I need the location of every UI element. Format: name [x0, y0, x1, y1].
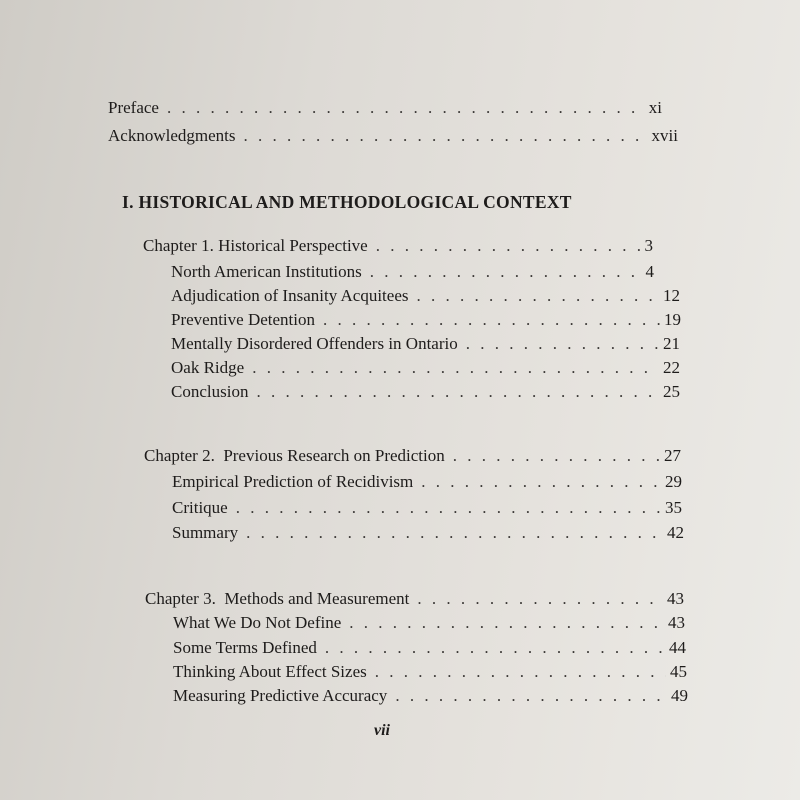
dot-leader: [466, 334, 659, 354]
dot-leader: [252, 358, 659, 378]
toc-entry-page: 21: [663, 334, 680, 353]
page-number: vii: [374, 722, 390, 739]
toc-section: [173, 613, 685, 633]
toc-section-label: Mentally Disordered Offenders in Ontario: [171, 334, 458, 353]
toc-entry-acknowledgments: [108, 126, 678, 146]
toc-entry-page: 4: [645, 262, 654, 281]
toc-section-label: What We Do Not Define: [173, 613, 342, 632]
toc-section: [171, 262, 654, 282]
toc-entry-page: 27: [664, 446, 681, 465]
toc-entry-page: 35: [665, 498, 682, 517]
toc-chapter-title: Chapter 2. Previous Research on Prediction: [144, 446, 445, 465]
toc-section: [173, 686, 688, 706]
dot-leader: [243, 126, 647, 146]
toc-section: [171, 382, 680, 402]
toc-entry-page: 42: [667, 523, 684, 542]
dot-leader: [395, 686, 667, 706]
dot-leader: [323, 310, 660, 330]
dot-leader: [167, 98, 645, 118]
dot-leader: [416, 286, 659, 306]
dot-leader: [375, 662, 666, 682]
toc-section-label: Oak Ridge: [171, 358, 245, 377]
toc-entry-page: 3: [644, 236, 653, 255]
toc-section-label: Conclusion: [171, 382, 249, 401]
toc-section-label: Some Terms Defined: [173, 638, 317, 657]
toc-section: [171, 286, 680, 306]
toc-section-label: Measuring Predictive Accuracy: [173, 686, 388, 705]
dot-leader: [453, 446, 660, 466]
toc-entry-page: xi: [648, 98, 662, 117]
dot-leader: [325, 638, 665, 658]
dot-leader: [421, 472, 661, 492]
toc-section: [172, 472, 682, 492]
toc-section-label: Summary: [172, 523, 239, 542]
toc-entry-page: 19: [664, 310, 681, 329]
dot-leader: [376, 236, 641, 256]
toc-entry-label: Acknowledgments: [108, 126, 236, 145]
toc-section: [173, 662, 687, 682]
toc-entry-page: 25: [663, 382, 680, 401]
toc-section-label: Critique: [172, 498, 228, 517]
toc-chapter-3: [145, 589, 684, 609]
part-heading: I. HISTORICAL AND METHODOLOGICAL CONTEXT: [122, 192, 572, 212]
toc-entry-page: 22: [663, 358, 680, 377]
dot-leader: [246, 523, 663, 543]
toc-entry-label: Preface: [108, 98, 159, 117]
toc-entry-page: 12: [663, 286, 680, 305]
toc-entry-page: 43: [668, 613, 685, 632]
toc-section-label: Preventive Detention: [171, 310, 315, 329]
toc-entry-page: 43: [667, 589, 684, 608]
dot-leader: [236, 498, 661, 518]
toc-section: [171, 358, 680, 378]
toc-section: [171, 310, 681, 330]
toc-section-label: Thinking About Effect Sizes: [173, 662, 367, 681]
toc-entry-page: xvii: [651, 126, 678, 145]
dot-leader: [349, 613, 664, 633]
toc-section: [172, 498, 682, 518]
dot-leader: [370, 262, 642, 282]
toc-entry-page: 29: [665, 472, 682, 491]
toc-chapter-title: Chapter 3. Methods and Measurement: [145, 589, 410, 608]
toc-section-label: Empirical Prediction of Recidivism: [172, 472, 414, 491]
toc-entry-page: 44: [669, 638, 686, 657]
toc-section: [172, 523, 684, 543]
toc-chapter-title: Chapter 1. Historical Perspective: [143, 236, 368, 255]
dot-leader: [417, 589, 663, 609]
toc-section-label: North American Institutions: [171, 262, 362, 281]
toc-section-label: Adjudication of Insanity Acquitees: [171, 286, 409, 305]
toc-chapter-1: [143, 236, 653, 256]
toc-entry-page: 49: [671, 686, 688, 705]
toc-section: [171, 334, 680, 354]
dot-leader: [256, 382, 659, 402]
toc-entry-page: 45: [670, 662, 687, 681]
toc-chapter-2: [144, 446, 681, 466]
toc-section: [173, 638, 686, 658]
toc-entry-preface: [108, 98, 662, 118]
